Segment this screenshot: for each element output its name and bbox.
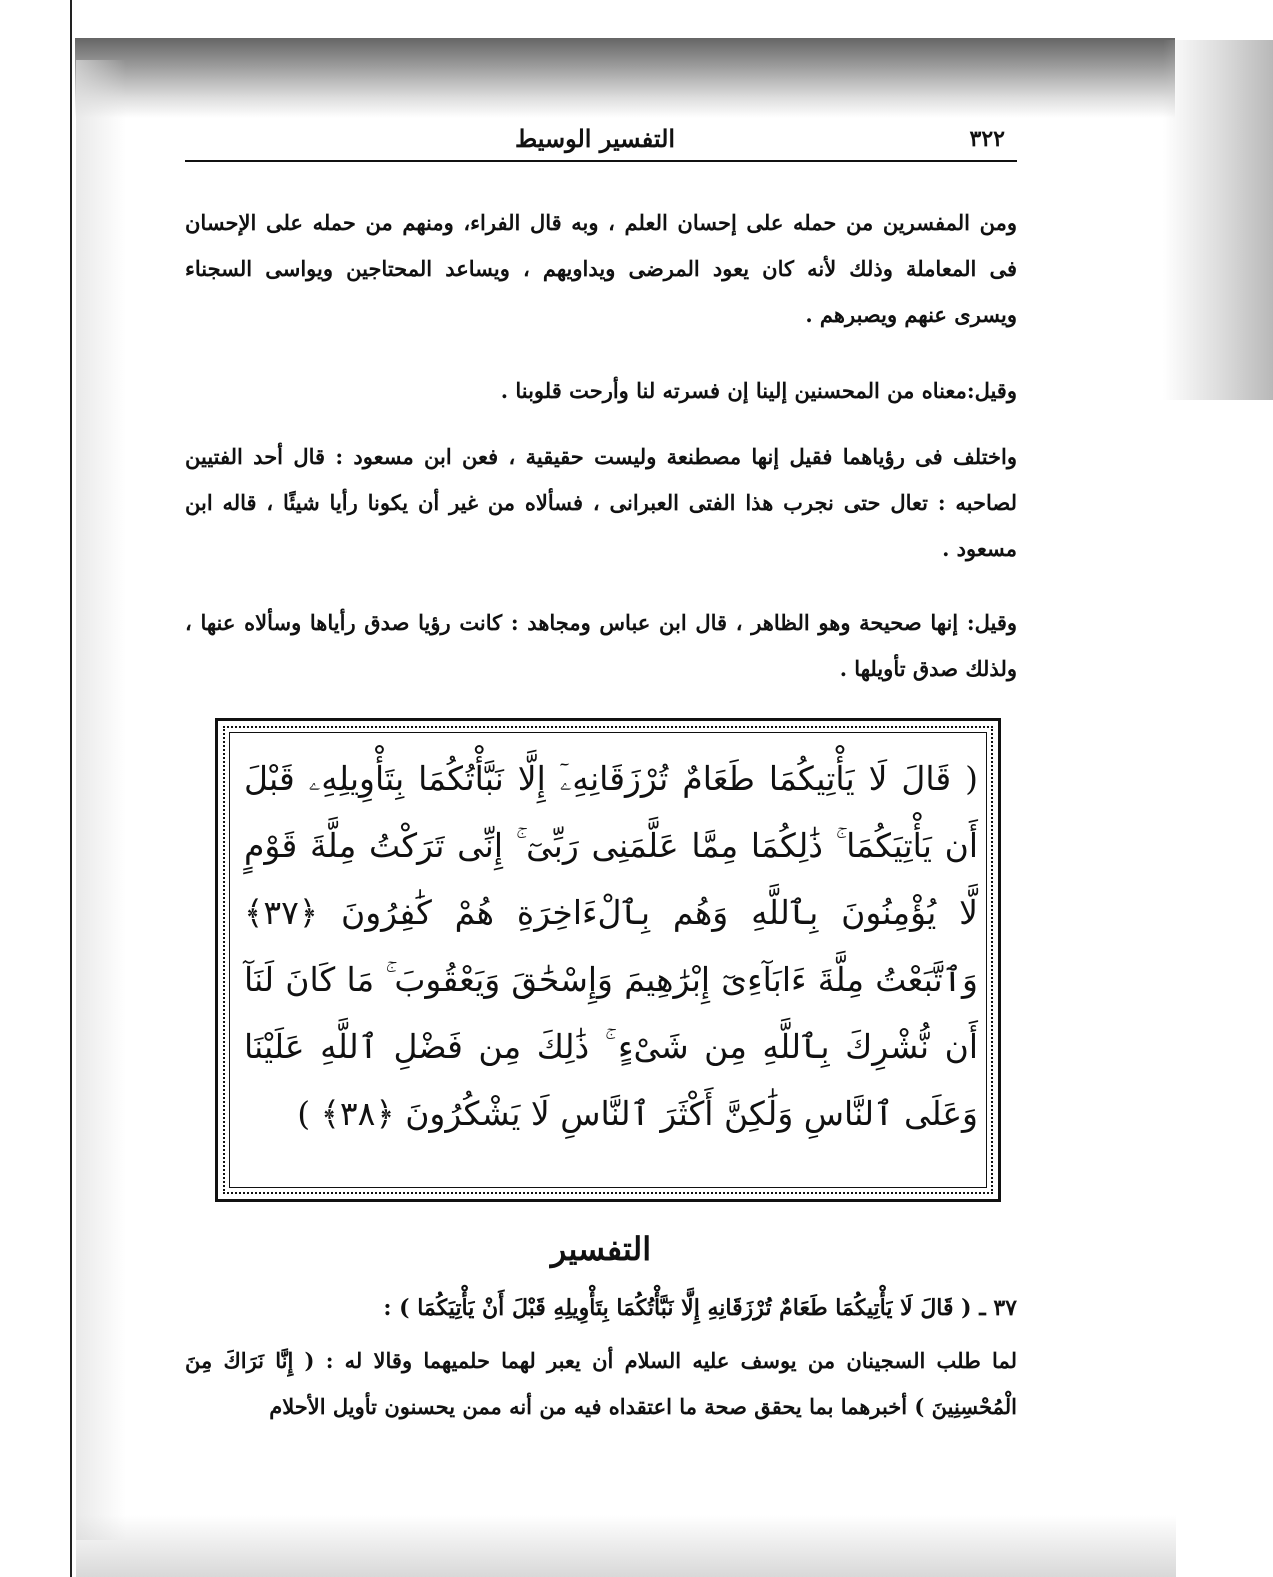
scan-shadow-bottom (76, 1515, 1176, 1577)
section-heading: التفسير (550, 1230, 652, 1268)
scan-shadow-top (75, 38, 1175, 118)
binding-edge (70, 0, 72, 1577)
quran-verse-text: ( قَالَ لَا يَأْتِيكُمَا طَعَامٌ تُرْزَقَانِهِۦٓ إِلَّا نَبَّأْتُكُمَا بِتَأْوِيلِهِۦ قَبْلَ أَن يَأْتِيَكُمَا ۚ ذَٰلِكُمَا مِمَّا عَلَّمَنِى رَبِّىٓ ۚ إِنِّى تَرَكْتُ مِلَّةَ قَوْمٍ لَّا يُؤْمِنُونَ بِٱللَّهِ وَهُم بِٱلْءَاخِرَةِ هُمْ كَٰفِرُونَ ﴿٣٧﴾ وَٱتَّبَعْتُ مِلَّةَ ءَابَآءِىٓ إِبْرَٰهِيمَ وَإِسْحَٰقَ وَيَعْقُوبَ ۚ مَا كَانَ لَنَآ أَن نُّشْرِكَ بِٱللَّهِ مِن شَىْءٍ ۚ ذَٰلِكَ مِن فَضْلِ ٱللَّهِ عَلَيْنَا وَعَلَى ٱلنَّاسِ وَلَٰكِنَّ أَكْثَرَ ٱلنَّاسِ لَا يَشْكُرُونَ ﴿٣٨﴾ ) (244, 759, 978, 1133)
scan-shadow-left (76, 60, 126, 1540)
page-number: ٣٢٢ (969, 126, 1005, 152)
scan-shadow-right (1163, 40, 1273, 400)
paragraph-1: ومن المفسرين من حمله على إحسان العلم ، وبه قال الفراء، ومنهم من حمله على الإحسان فى المعاملة وذلك لأنه كان يعود المرضى ويداويهم ، ويساعد المحتاجين ويواسى السجناء ويسرى عنهم ويصبرهم . (185, 210, 1017, 327)
paragraph-4: وقيل: إنها صحيحة وهو الظاهر ، قال ابن عباس ومجاهد : كانت رؤيا صدق رأياها وسألاه عنها ، ولذلك صدق تأويلها . (185, 610, 1017, 681)
tafsir-paragraph: لما طلب السجينان من يوسف عليه السلام أن يعبر لهما حلميهما وقالا له : ( إِنَّا نَرَاكَ مِنَ الْمُحْسِنِينَ ) أخبرهما بما يحقق صحة ما اعتقداه فيه من أنه ممن يحسنون تأويل الأحلام (185, 1348, 1017, 1419)
quran-verse-frame (215, 718, 1001, 1202)
paragraph-3: واختلف فى رؤياهما فقيل إنها مصطنعة وليست حقيقية ، فعن ابن مسعود : قال أحد الفتيين لصاحبه : تعال حتى نجرب هذا الفتى العبرانى ، فسألاه من غير أن يكونا رأيا شيئًا ، قاله ابن مسعود . (185, 444, 1017, 561)
page-header (185, 120, 1017, 162)
paragraph-2: وقيل:معناه من المحسنين إلينا إن فسرته لنا وأرحت قلوبنا . (500, 378, 1017, 403)
running-title: التفسير الوسيط (514, 124, 676, 153)
verse-reference: ٣٧ ـ ( قَالَ لَا يَأْتِيكُمَا طَعَامٌ تُرْزَقَانِهِ إِلَّا نَبَّأْتُكُمَا بِتَأْوِيلِهِ قَبْلَ أَنْ يَأْتِيَكُمَا ) : (383, 1295, 1017, 1321)
book-page (185, 120, 1017, 1470)
